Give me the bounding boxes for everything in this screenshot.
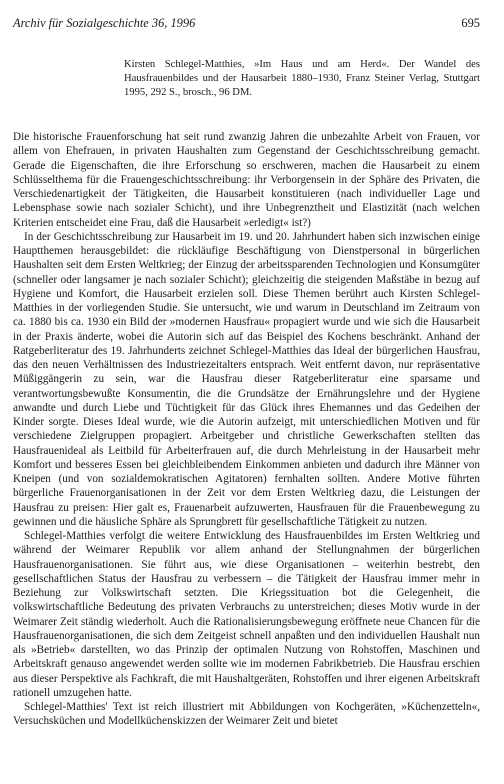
running-header bbox=[13, 15, 480, 31]
book-citation: Kirsten Schlegel-Matthies, »Im Haus und am Herd«. Der Wandel des Hausfrauenbildes und der Hausarbeit 1880–1930, Franz Steiner Verlag, Stuttgart 1995, 292 S., brosch., 96 DM. bbox=[124, 59, 480, 98]
paragraph-4: Schlegel-Matthies' Text ist reich illustriert mit Abbildungen von Kochgeräten, »Küchenzetteln«, Versuchsküchen und Modellküchenskizzen der Weimarer Zeit und bietet bbox=[13, 701, 480, 728]
paragraph-1: Die historische Frauenforschung hat seit rund zwanzig Jahren die unbezahlte Arbeit von Frauen, vor allem von Ehefrauen, in privaten Haushalten zum Gegenstand der Geschichtsschreibung gemacht. Gerade die Eigenschaften, die ihre Erforschung so erschweren, machen die Hausarbeit zu einem Schlüsselthema für die Frauengeschichtsschreibung: ihr Verborgensein in der Sphäre des Privaten, die Verschiedenartigkeit der Tätigkeiten, die Hausarbeit konstituieren (nach individueller Lage und Lebensphase sowie nach sozialer Schicht), und ihre Unbegrenztheit und Elastizität (nach welchen Kriterien entscheidet eine Frau, daß die Hausarbeit »erledigt« ist?) bbox=[13, 131, 480, 229]
journal-title: Archiv für Sozialgeschichte 36, 1996 bbox=[13, 16, 196, 30]
paragraph-2: In der Geschichtsschreibung zur Hausarbeit im 19. und 20. Jahrhundert haben sich inzwischen einige Hauptthemen herausgebildet: die rückläufige Beschäftigung von Dienstpersonal in bürgerlichen Haushalten seit dem Ersten Weltkrieg; der Einzug der arbeitssparenden Technologien und Konsumgüter (schneller oder langsamer je nach sozialer Schicht); gleichzeitig die steigenden Maßstäbe in bezug auf Hygiene und Komfort, die Hausarbeit erzielen soll. Diese Themen berührt auch Kirsten Schlegel-Matthies in der vorliegenden Studie. Sie untersucht, wie und warum in Deutschland im Zeitraum von ca. 1880 bis ca. 1930 ein Bild der »modernen Hausfrau« propagiert wurde und wie sich die Hausarbeit in der Praxis änderte, wobei die Autorin sich auf das Beispiel des Kochens beschränkt. Anhand der Ratgeberliteratur des 19. Jahrhunderts zeichnet Schlegel-Matthies das Ideal der bürgerlichen Hausfrau, das den neuen Verhältnissen des Industriezeitalters entsprach. Weit entfernt davon, nur repräsentative Müßiggängerin zu sein, war die Hausfrau dieser Ratgeberliteratur eine sparsame und verantwortungsbewußte Konsumentin, die die Grundsätze der Ernährungslehre und der Hygiene anwandte und durch Liebe und Tüchtigkeit für das Glück ihres Ehemannes und das Gedeihen der Kinder sorgte. Dieses Ideal wurde, wie die Autorin aufzeigt, mit unterschiedlichen Motiven und für verschiedene Zielgruppen propagiert. Arbeitgeber und christliche Gewerkschaften stellten das Hausfrauenideal als Leitbild für Arbeiterfrauen auf, die durch Mehrleistung in der Hausarbeit mehr Komfort und besseres Essen bei gleichbleibendem Einkommen anbieten und dadurch ihre Männer von Kneipen (und von sozialdemokratischen Agitatoren) fernhalten sollten. Andere Motive führten bürgerliche Frauenorganisationen in der Zeit vor dem Ersten Weltkrieg dazu, die Leistungen der Hausfrau zu preisen: Hier galt es, Frauenarbeit aufzuwerten, Hausfrauen für die Frauenbewegung zu gewinnen und die häusliche Sphäre als Sprungbrett für gesellschaftliche Tätigkeit zu nutzen. bbox=[13, 230, 480, 528]
review-body bbox=[13, 130, 480, 729]
paragraph-3: Schlegel-Matthies verfolgt die weitere Entwicklung des Hausfrauenbildes im Ersten Weltkrieg und während der Weimarer Republik vor allem anhand der Stellungnahmen der bürgerlichen Hausfrauenorganisationen. Sie führt aus, wie diese Organisationen – weiterhin bestrebt, den gesellschaftlichen Status der Hausfrau zu verbessern – die Tätigkeit der Hausfrau immer mehr in Beziehung zur Volkswirtschaft setzten. Die Kriegssituation bot die Gelegenheit, die volkswirtschaftliche Bedeutung des privaten Verbrauchs zu unterstreichen; dieses Motiv wurde in der Weimarer Zeit ständig wiederholt. Auch die Rationalisierungsbewegung eröffnete neue Chancen für die Hausfrauenorganisationen, die sich dem Zeitgeist schnell anpaßten und den individuellen Haushalt nun als »Betrieb« darstellten, wo das Prinzip der optimalen Nutzung von Rohstoffen, Maschinen und Arbeitskraft genauso angewendet werden sollte wie im modernen Fabrikbetrieb. Die Hausfrau erschien aus dieser Perspektive als Fachkraft, die mit Haushaltgeräten, Rohstoffen und ihrer eigenen Arbeitskraft rationell umzugehen hatte. bbox=[13, 530, 480, 699]
page-number: 695 bbox=[461, 16, 480, 30]
